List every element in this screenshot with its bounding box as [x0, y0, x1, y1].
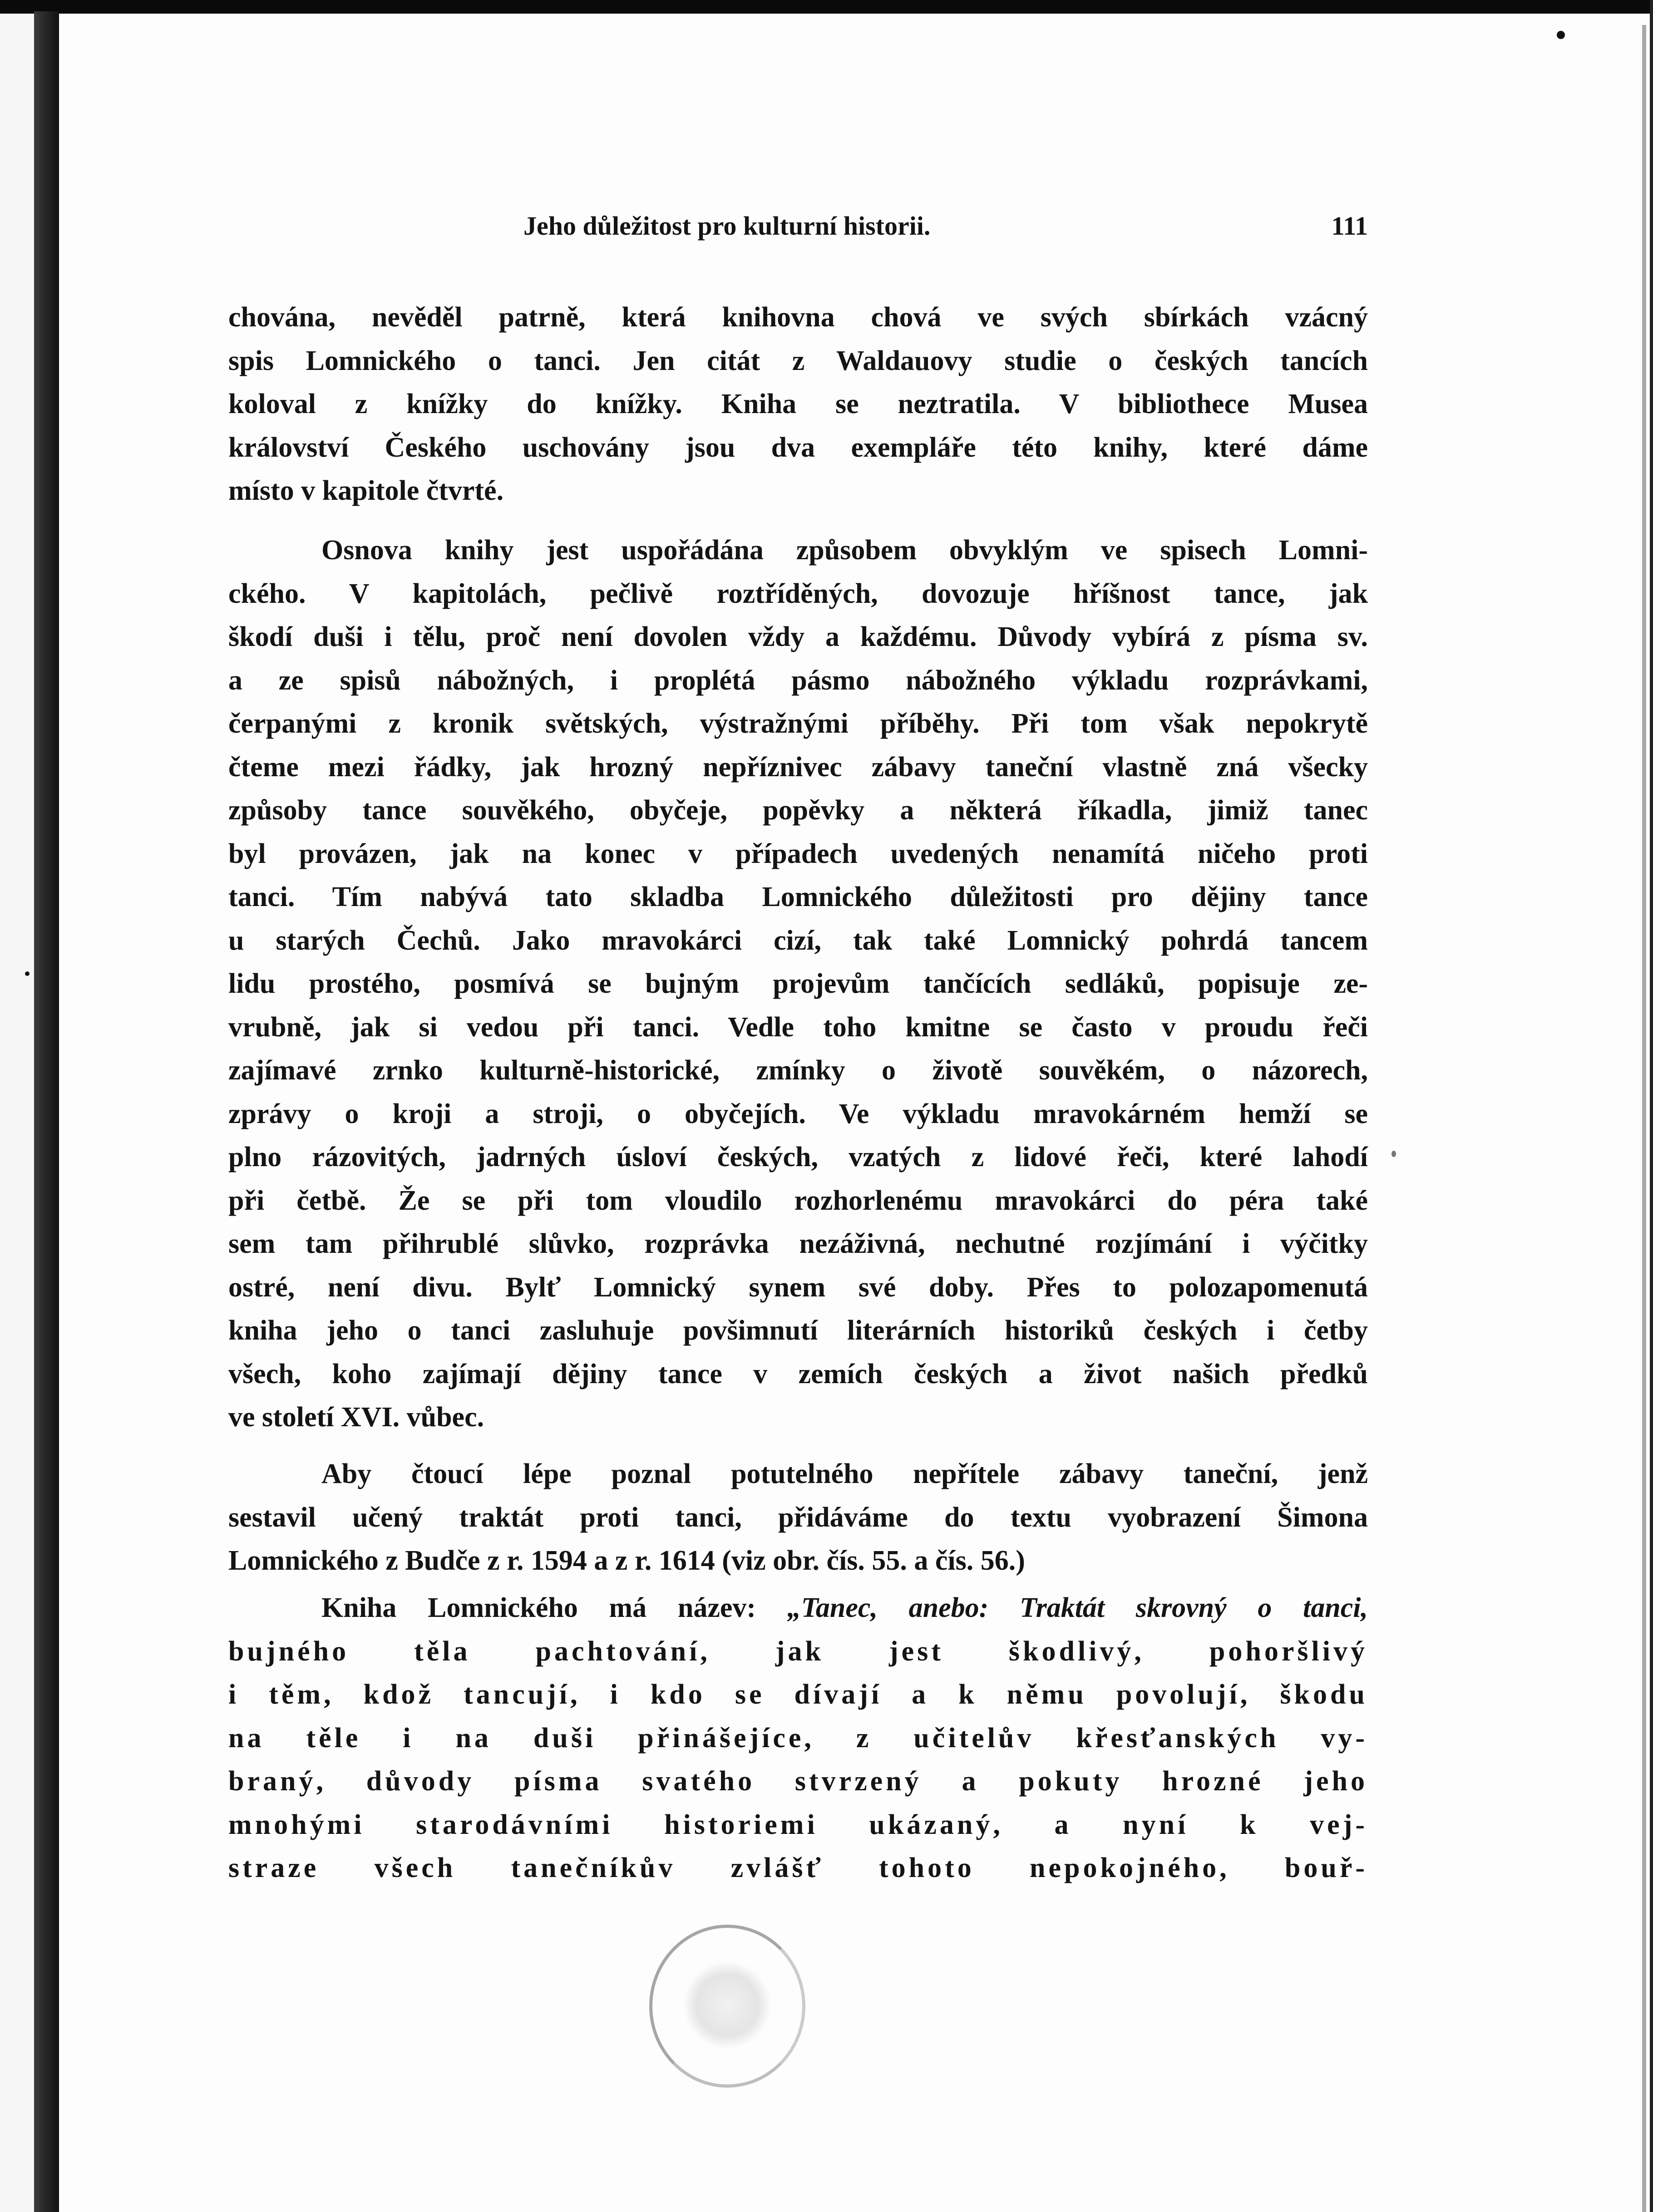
book-spine-shadow — [34, 11, 59, 2212]
paragraph — [228, 296, 1368, 513]
text-line: bujného těla pachtování, jak jest škodlivý, pohoršlivý — [228, 1636, 1368, 1667]
scan-border-top — [0, 0, 1653, 14]
text-line: Aby čtoucí lépe poznal potutelného nepřítele zábavy taneční, jenž — [321, 1458, 1368, 1489]
text-line: způsoby tance souvěkého, obyčeje, popěvky a některá říkadla, jimiž tanec — [228, 795, 1368, 826]
text-line: byl provázen, jak na konec v případech uvedených nenamítá ničeho proti — [228, 838, 1368, 869]
text-line: ve století XVI. vůbec. — [228, 1402, 484, 1433]
text-line: na těle i na duši přinášejíce, z učitelův křesťanských vy- — [228, 1722, 1368, 1754]
text-line: u starých Čechů. Jako mravokárci cizí, tak také Lomnický pohrdá tancem — [228, 925, 1368, 956]
paragraph — [228, 529, 1368, 1439]
paragraph — [228, 1586, 1368, 1890]
text-line: království Českého uschovány jsou dva exempláře této knihy, které dáme — [228, 432, 1368, 463]
text-line: mnohými starodávními historiemi ukázaný, a nyní k vej- — [228, 1809, 1368, 1840]
text-line: plno rázovitých, jadrných úsloví českých, vzatých z lidové řeči, které lahodí — [228, 1142, 1368, 1173]
text-line: sestavil učený traktát proti tanci, přidáváme do textu vyobrazení Šimona — [228, 1502, 1368, 1533]
text-line: při četbě. Že se při tom vloudilo rozhorlenému mravokárci do péra také — [228, 1185, 1368, 1216]
text-line: kniha jeho o tanci zasluhuje povšimnutí literárních historiků českých i četby — [228, 1315, 1368, 1346]
running-title: Jeho důležitost pro kulturní historii. — [523, 211, 931, 241]
ink-speck — [25, 971, 30, 976]
text-line: straze všech tanečníkův zvlášť tohoto nepokojného, bouř- — [228, 1852, 1368, 1883]
text-line: i těm, kdož tancují, i kdo se dívají a k němu povolují, škodu — [228, 1679, 1368, 1710]
library-stamp — [649, 1925, 805, 2088]
text-line: všech, koho zajímají dějiny tance v zemích českých a život našich předků — [228, 1358, 1368, 1389]
running-header — [228, 204, 1368, 247]
text-line: čteme mezi řádky, jak hrozný nepříznivec zábavy taneční vlastně zná všecky — [228, 751, 1368, 783]
text-line: zajímavé zrnko kulturně-historické, zmínky o životě souvěkém, o názorech, — [228, 1055, 1368, 1086]
page-gutter — [0, 11, 34, 2212]
text-line: braný, důvody písma svatého stvrzený a pokuty hrozné jeho — [228, 1766, 1368, 1797]
text-line: tanci. Tím nabývá tato skladba Lomnického důležitosti pro dějiny tance — [228, 882, 1368, 912]
text-line: čerpanými z kronik světských, výstražnými příběhy. Při tom však nepokrytě — [228, 708, 1368, 739]
page-edge-line — [1642, 25, 1646, 2212]
ink-speck — [1557, 31, 1565, 39]
text-line: chována, nevěděl patrně, která knihovna chová ve svých sbírkách vzácný — [228, 302, 1368, 333]
text-line: koloval z knížky do knížky. Kniha se neztratila. V bibliothece Musea — [228, 389, 1368, 419]
stamp-emblem — [684, 1960, 770, 2050]
text-line: Osnova knihy jest uspořádána způsobem obvyklým ve spisech Lomni- — [321, 535, 1368, 566]
text-line: škodí duši i tělu, proč není dovolen vždy a každému. Důvody vybírá z písma sv. — [228, 621, 1368, 652]
text-line: sem tam přihrublé slůvko, rozprávka nezáživná, nechutné rozjímání i výčitky — [228, 1228, 1368, 1259]
text-line — [228, 1586, 1368, 1630]
ink-speck — [1391, 1151, 1396, 1157]
text-line: zprávy o kroji a stroji, o obyčejích. Ve výkladu mravokárném hemží se — [228, 1098, 1368, 1129]
text-span: Kniha Lomnického má název: — [321, 1592, 787, 1623]
text-line: Lomnického z Budče z r. 1594 a z r. 1614 (viz obr. čís. 55. a čís. 56.) — [228, 1545, 1025, 1576]
paragraph — [228, 1453, 1368, 1583]
scan-border-right — [1650, 0, 1653, 2212]
text-line: spis Lomnického o tanci. Jen citát z Waldauovy studie o českých tancích — [228, 345, 1368, 376]
text-line: ostré, není divu. Bylť Lomnický synem své doby. Přes to polozapomenutá — [228, 1271, 1368, 1303]
text-line: vrubně, jak si vedou při tanci. Vedle toho kmitne se často v proudu řeči — [228, 1011, 1368, 1043]
book-title-italic: „Tanec, anebo: Traktát skrovný o tanci, — [787, 1592, 1368, 1623]
text-line: místo v kapitole čtvrté. — [228, 475, 504, 506]
page-number: 111 — [1331, 211, 1368, 241]
text-line: a ze spisů nábožných, i proplétá pásmo nábožného výkladu rozprávkami, — [228, 665, 1368, 696]
text-line: ckého. V kapitolách, pečlivě roztříděných, dovozuje hříšnost tance, jak — [228, 578, 1368, 609]
text-line: lidu prostého, posmívá se bujným projevům tančících sedláků, popisuje ze- — [228, 968, 1368, 999]
